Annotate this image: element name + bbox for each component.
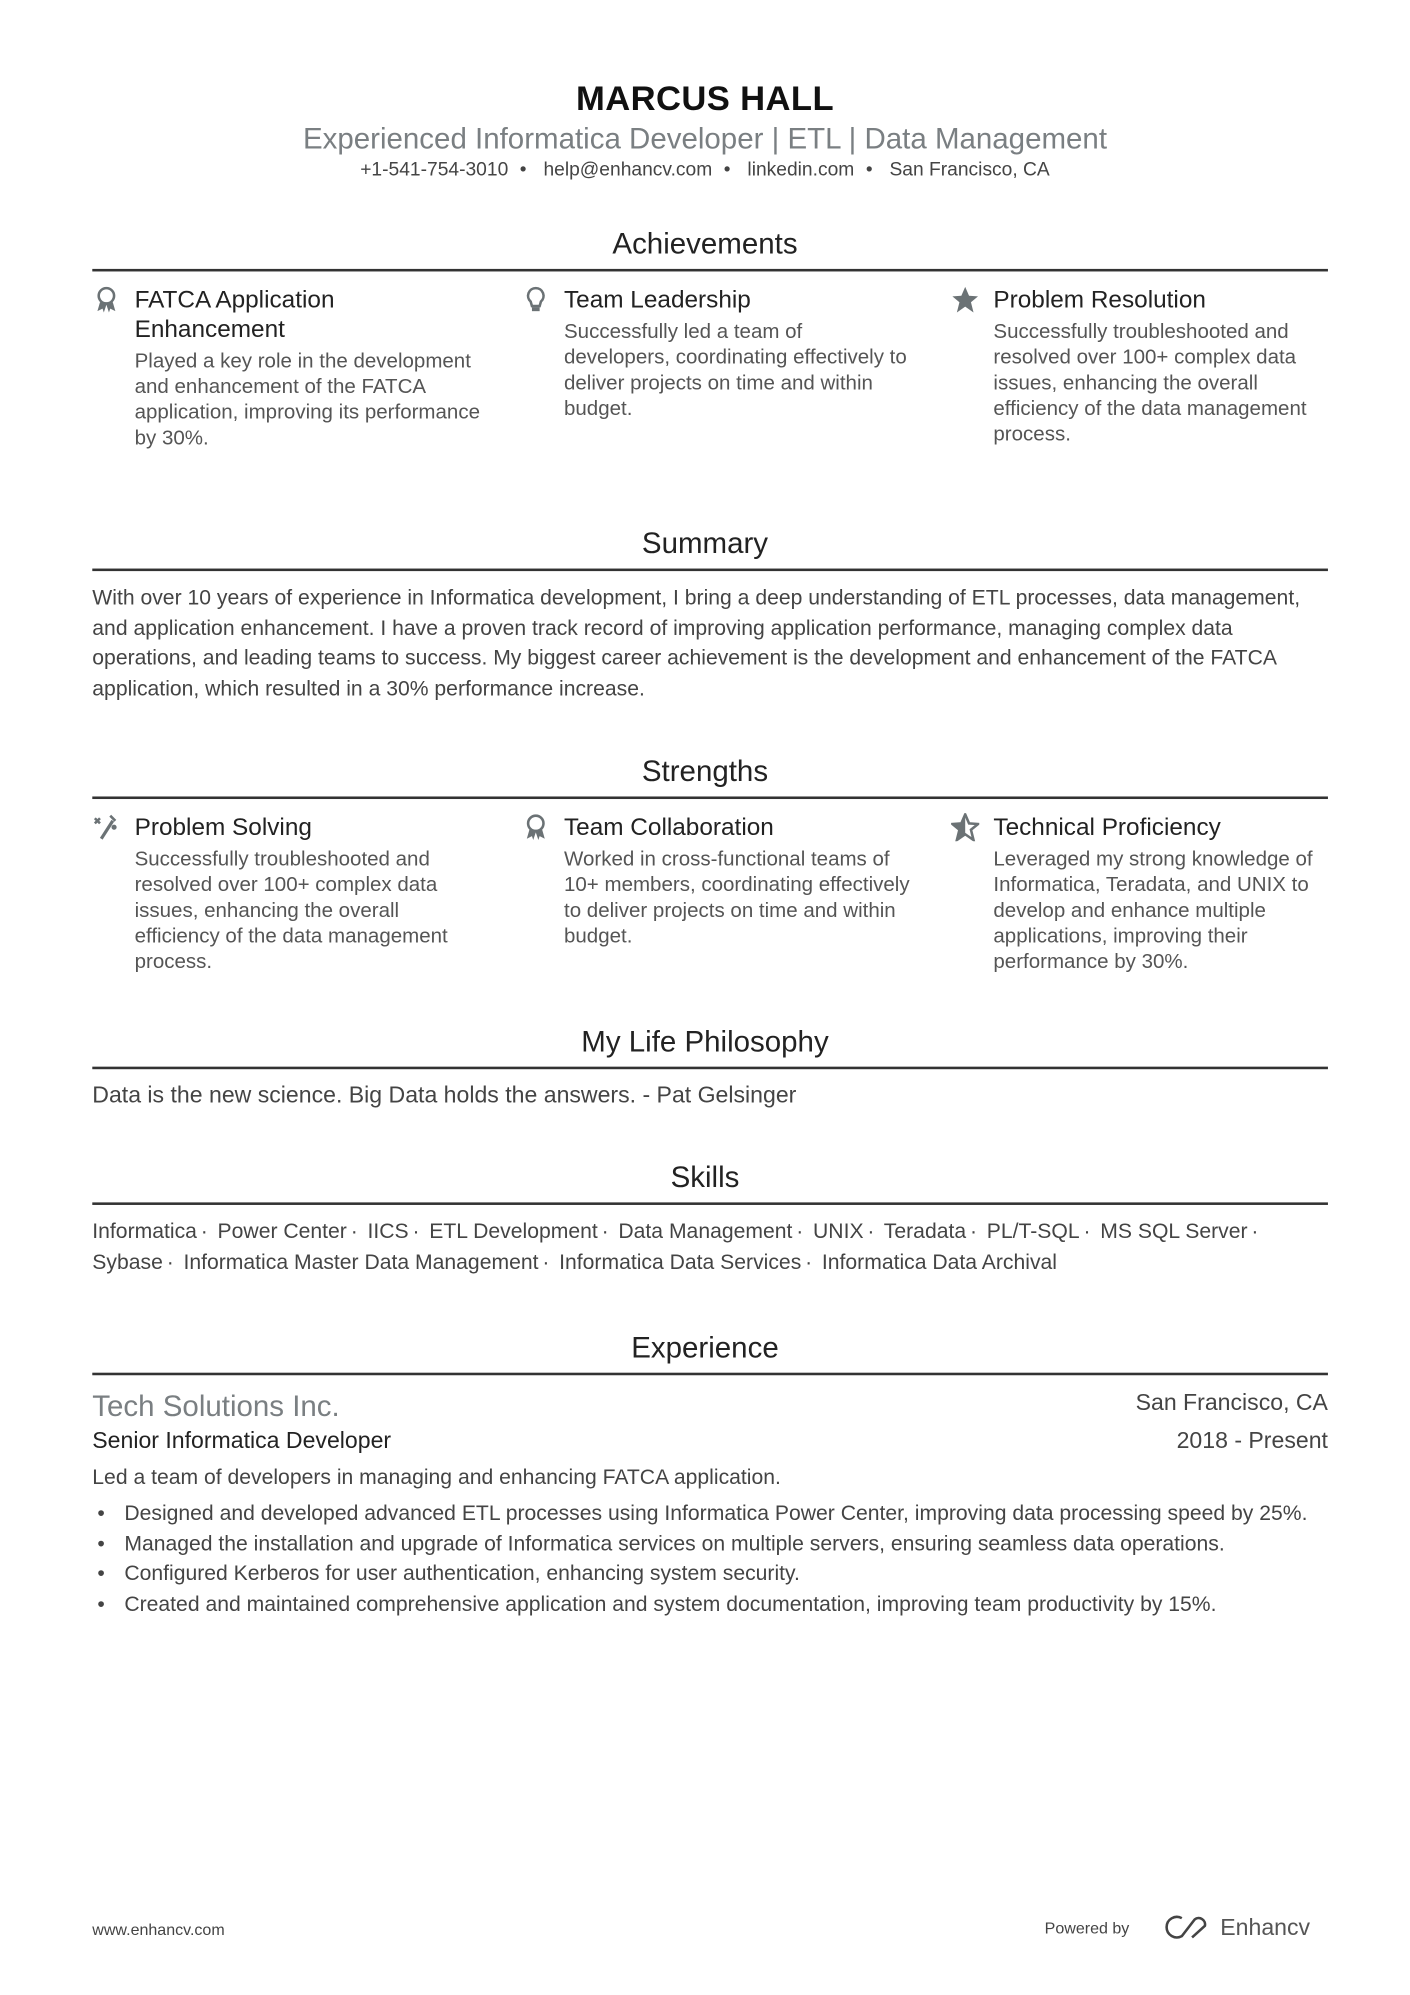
achievement-body: Successfully troubleshooted and resolved over 100+ complex data issues, enhancing the overall efficiency of the data management process. (993, 321, 1307, 446)
skill-separator: · (969, 1220, 978, 1244)
magic-wand-icon (92, 813, 120, 841)
lightbulb-icon (522, 286, 550, 314)
philosophy-quote: Data is the new science. Big Data holds the answers. - Pat Gelsinger (92, 1082, 797, 1108)
skill-item: Sybase (92, 1251, 163, 1275)
experience-heading: Experience (631, 1330, 779, 1364)
enhancv-logo[interactable] (1164, 1913, 1310, 1941)
enhancv-logo-icon (1164, 1914, 1210, 1940)
skill-separator: · (1251, 1220, 1259, 1244)
strength-title: Problem Solving (134, 814, 312, 842)
job-title: Senior Informatica Developer (92, 1427, 392, 1454)
separator-dot: • (723, 158, 731, 181)
achievement-title: Team Leadership (563, 286, 751, 314)
section-divider (92, 1202, 1328, 1204)
skill-separator: · (200, 1220, 208, 1244)
bullet-item: • Configured Kerberos for user authentication, enhancing system security. (92, 1560, 1328, 1590)
skill-item: Power Center (217, 1220, 347, 1244)
skill-item: ETL Development (429, 1220, 598, 1244)
skill-separator: · (412, 1220, 420, 1244)
summary-text: With over 10 years of experience in Informatica development, I bring a deep understanding of ETL processes, data management, and application enhancement. I have a proven track record of improving application performance, managing complex data operations, and leading teams to success. My biggest career achievement is the development and enhancement of the FATCA application, which resulted in a 30% performance increase. (92, 586, 1301, 701)
skill-item: Informatica Data Services (559, 1251, 802, 1275)
skill-item: Informatica (92, 1220, 197, 1244)
skill-item: PL/T-SQL (986, 1220, 1080, 1244)
linkedin[interactable]: linkedin.com (747, 158, 855, 181)
achievement-title: Problem Resolution (993, 286, 1206, 314)
skill-separator: · (1083, 1220, 1091, 1244)
section-divider (92, 569, 1328, 571)
skill-item: Data Management (618, 1220, 793, 1244)
job-location: San Francisco, CA (1135, 1389, 1328, 1415)
section-divider (92, 1373, 1328, 1375)
achievement-body: Successfully led a team of developers, coordinating effectively to deliver projects on time and within budget. (563, 321, 907, 421)
skill-separator: · (867, 1220, 875, 1244)
bullet-item: • Created and maintained comprehensive application and system documentation, improving team productivity by 15%. (92, 1590, 1328, 1620)
skill-separator: · (796, 1220, 804, 1244)
skill-separator: · (805, 1251, 813, 1275)
job-description: Led a team of developers in managing and enhancing FATCA application. (92, 1466, 781, 1490)
achievements-heading: Achievements (612, 226, 798, 260)
strength-body: Successfully troubleshooted and resolved over 100+ complex data issues, enhancing the overall efficiency of the data management process. (134, 848, 448, 974)
candidate-name: MARCUS HALL (575, 79, 834, 118)
strength-body: Leveraged my strong knowledge of Informatica, Teradata, and UNIX to develop and enhance multiple applications, improving their performance by 30%. (993, 848, 1313, 974)
skill-separator: · (542, 1251, 550, 1275)
contact-info (0, 159, 1410, 181)
award-ribbon-icon (522, 813, 550, 841)
bullet-item: • Designed and developed advanced ETL processes using Informatica Power Center, improving data processing speed by 25%. (92, 1499, 1328, 1529)
skill-item: MS SQL Server (1100, 1220, 1248, 1244)
bullet-item: • Managed the installation and upgrade of Informatica services on multiple servers, ensuring seamless data operations. (92, 1530, 1328, 1560)
skills-heading: Skills (670, 1160, 740, 1194)
powered-by-label: Powered by (1044, 1919, 1130, 1938)
star-icon (951, 286, 979, 314)
skill-item: UNIX (813, 1220, 864, 1244)
section-divider (92, 269, 1328, 271)
email[interactable]: help@enhancv.com (543, 158, 713, 181)
philosophy-heading: My Life Philosophy (581, 1024, 829, 1058)
star-outline-icon (951, 813, 979, 841)
skill-item: Informatica Master Data Management (183, 1251, 539, 1275)
skill-separator: · (350, 1220, 358, 1244)
phone[interactable]: +1-541-754-3010 (360, 158, 509, 181)
skill-item: Teradata (883, 1220, 967, 1244)
job-bullets (92, 1499, 1328, 1619)
skill-item: Informatica Data Archival (821, 1251, 1058, 1275)
strength-title: Technical Proficiency (993, 814, 1221, 842)
section-divider (92, 796, 1328, 798)
skill-item: IICS (367, 1220, 409, 1244)
job-dates: 2018 - Present (1176, 1427, 1328, 1454)
achievement-body: Played a key role in the development and enhancement of the FATCA application, improving its performance by 30%. (134, 350, 480, 450)
strength-body: Worked in cross-functional teams of 10+ members, coordinating effectively to deliver projects on time and within budget. (563, 848, 910, 948)
skill-separator: · (166, 1251, 174, 1275)
strength-title: Team Collaboration (563, 814, 774, 842)
enhancv-brand: Enhancv (1220, 1913, 1311, 1940)
section-divider (92, 1067, 1328, 1069)
company-name: Tech Solutions Inc. (92, 1389, 340, 1423)
achievement-title: FATCA Application Enhancement (134, 286, 335, 344)
summary-heading: Summary (641, 526, 769, 560)
skill-separator: · (601, 1220, 609, 1244)
separator-dot: • (519, 158, 527, 181)
skills-list (92, 1216, 1328, 1277)
location: San Francisco, CA (889, 158, 1050, 181)
footer-website[interactable]: www.enhancv.com (92, 1920, 225, 1939)
separator-dot: • (865, 158, 873, 181)
award-ribbon-icon (92, 286, 120, 314)
strengths-heading: Strengths (641, 754, 769, 788)
candidate-headline: Experienced Informatica Developer | ETL | Data Management (302, 121, 1108, 155)
